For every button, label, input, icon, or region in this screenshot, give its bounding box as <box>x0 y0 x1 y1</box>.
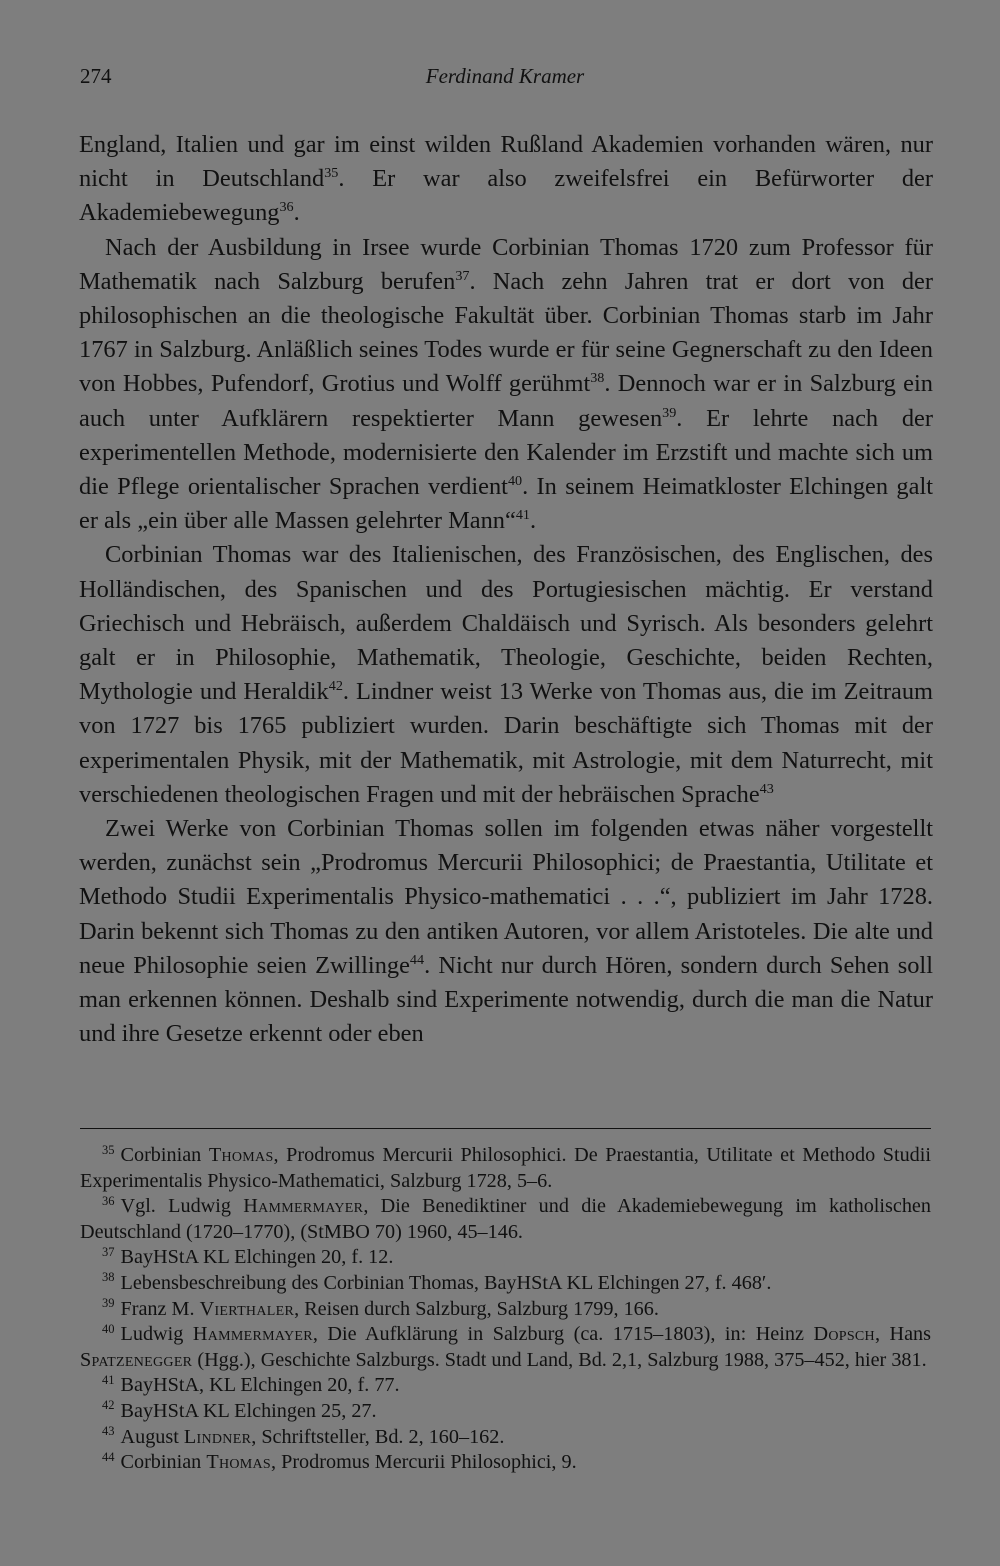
footnote-number: 39 <box>102 1296 115 1311</box>
text-span: . <box>293 199 300 227</box>
footnote-ref: 38 <box>590 370 605 387</box>
text-span: Vgl. Ludwig <box>120 1195 244 1218</box>
footnote-ref: 42 <box>328 678 343 695</box>
page-header <box>80 64 930 96</box>
footnote-35 <box>80 1143 931 1194</box>
paragraph-3 <box>79 538 933 812</box>
footnote-40 <box>80 1322 931 1373</box>
footnote-ref: 36 <box>279 199 294 216</box>
author-name: Hammermayer <box>243 1195 364 1218</box>
footnote-ref: 44 <box>409 952 425 969</box>
text-span: Franz M. <box>120 1297 200 1320</box>
footnote-44 <box>80 1450 931 1476</box>
footnotes <box>80 1143 931 1476</box>
text-span: BayHStA KL Elchingen 25, 27. <box>120 1399 377 1422</box>
text-span: . <box>529 507 537 535</box>
footnote-number: 38 <box>102 1270 115 1285</box>
running-head: Ferdinand Kramer <box>425 64 585 88</box>
footnote-number: 43 <box>102 1424 115 1439</box>
text-span: (Hgg.), Geschichte Salzburgs. Stadt und Land, Bd. 2,1, Salzburg 1988, 375–452, hier 381. <box>192 1348 927 1371</box>
text-span: , Prodromus Mercurii Philosophici. De Praestantia, Utilitate et Methodo Studii Experimentalis Physico-Mathematici, Salzburg 1728, 5–6. <box>80 1144 931 1192</box>
footnote-37 <box>80 1245 931 1271</box>
text-span: , Prodromus Mercurii Philosophici, 9. <box>271 1451 577 1474</box>
footnote-number: 40 <box>102 1321 115 1336</box>
text-span: BayHStA KL Elchingen 20, f. 12. <box>120 1246 394 1269</box>
footnote-number: 44 <box>102 1449 115 1464</box>
text-span: BayHStA, KL Elchingen 20, f. 77. <box>120 1374 400 1397</box>
footnote-number: 41 <box>102 1372 115 1387</box>
text-span: Corbinian <box>120 1451 207 1474</box>
footnote-number: 37 <box>102 1244 115 1259</box>
text-span: . Er war also zweifelsfrei ein Befürworter der Akademiebewegung <box>79 165 934 227</box>
text-span: Zwei Werke von Corbinian Thomas sollen im folgenden etwas näher vorgestellt werden, zunächst sein „Prodromus Mercurii Philosophici; de Praestantia, Utilitate et Methodo Studii Experimentalis Physico-mathematici . . .“, publiziert im Jahr 1728. Darin bekennt sich Thomas zu den antiken Autoren, vor allem Aristoteles. Die alte und neue Philosophie seien Zwillinge <box>79 815 933 979</box>
text-span: . Nach zehn Jahren trat er dort von der philosophischen an die theologische Fakultät über. Corbinian Thomas starb im Jahr 1767 in Salzburg. Anläßlich seines Todes wurde er für seine Gegnerschaft zu den Ideen von Hobbes, Pufendorf, Grotius und Wolff gerühmt <box>79 267 933 398</box>
footnote-ref: 39 <box>662 404 677 421</box>
author-name: Vierthaler <box>199 1297 295 1320</box>
text-span: Corbinian Thomas war des Italienischen, des Französischen, des Englischen, des Holländischen, des Spanischen und des Portugiesischen mächtig. Er verstand Griechisch und Hebräisch, außerdem Chaldäisch und Syrisch. Als besonders gelehrt galt er in Philosophie, Mathematik, Theologie, Geschichte, beiden Rechten, Mythologie und Heraldik <box>79 541 933 706</box>
footnote-number: 35 <box>102 1142 115 1157</box>
footnote-ref: 40 <box>507 473 523 490</box>
footnote-38 <box>80 1271 931 1297</box>
text-span: , Hans <box>874 1323 931 1346</box>
text-span: Corbinian <box>120 1144 209 1166</box>
text-span: Nach der Ausbildung in Irsee wurde Corbinian Thomas 1720 zum Professor für Mathematik nach Salzburg berufen <box>79 233 933 295</box>
footnote-number: 36 <box>102 1193 115 1208</box>
paragraph-2 <box>79 231 933 539</box>
text-span: , Schriftsteller, Bd. 2, 160–162. <box>251 1425 505 1448</box>
text-span: Lebensbeschreibung des Corbinian Thomas, BayHStA KL Elchingen 27, f. 468′. <box>120 1271 772 1294</box>
main-text <box>79 128 933 1051</box>
text-span: , Reisen durch Salzburg, Salzburg 1799, 166. <box>294 1297 659 1320</box>
footnote-separator <box>80 1128 931 1129</box>
footnote-39 <box>80 1297 931 1323</box>
footnote-ref: 37 <box>455 268 470 285</box>
footnote-42 <box>80 1399 931 1425</box>
text-span: . Lindner weist 13 Werke von Thomas aus, die im Zeitraum von 1727 bis 1765 publiziert wurden. Darin beschäftigte sich Thomas mit der experimentalen Physik, mit der Mathematik, mit Astrologie, mit dem Naturrecht, mit verschiedenen theologischen Fragen und mit der hebräischen Sprache <box>79 678 933 808</box>
paragraph-4 <box>79 812 933 1051</box>
text-span: . In seinem Heimatkloster Elchingen galt er als „ein über alle Massen gelehrter Mann“ <box>79 473 933 535</box>
author-name: Dopsch <box>813 1323 875 1346</box>
author-name: Hammermayer <box>192 1323 313 1346</box>
footnote-43 <box>80 1425 931 1451</box>
author-name: Lindner <box>183 1425 252 1448</box>
text-span: . Nicht nur durch Hören, sondern durch Sehen soll man erkennen können. Deshalb sind Experimente notwendig, durch die man die Natur und ihre Gesetze erkennt oder eben <box>79 951 933 1048</box>
footnote-41 <box>80 1373 931 1399</box>
footnote-36 <box>80 1194 931 1245</box>
page-number: 274 <box>80 64 112 88</box>
paragraph-1 <box>79 128 933 231</box>
footnote-ref: 43 <box>759 781 774 798</box>
footnote-number: 42 <box>102 1398 115 1413</box>
text-span: , Die Benediktiner und die Akademiebewegung im katholischen Deutschland (1720–1770), (StMBO 70) 1960, 45–146. <box>80 1195 931 1243</box>
footnote-ref: 41 <box>515 507 530 524</box>
text-span: . Dennoch war er in Salzburg ein auch unter Aufklärern respektierter Mann gewesen <box>79 370 933 432</box>
text-span: August <box>120 1425 184 1448</box>
author-name: Thomas <box>208 1144 274 1166</box>
text-span: England, Italien und gar im einst wilden Rußland Akademien vorhanden wären, nur nicht in Deutschland <box>79 131 933 193</box>
author-name: Spatzenegger <box>80 1348 193 1371</box>
footnote-ref: 35 <box>324 165 339 182</box>
text-span: Ludwig <box>120 1323 193 1346</box>
author-name: Thomas <box>206 1451 272 1474</box>
text-span: , Die Aufklärung in Salzburg (ca. 1715–1803), in: Heinz <box>312 1323 814 1346</box>
text-span: . Er lehrte nach der experimentellen Methode, modernisierte den Kalender im Erzstift und machte sich um die Pflege orientalischer Sprachen verdient <box>79 404 933 501</box>
